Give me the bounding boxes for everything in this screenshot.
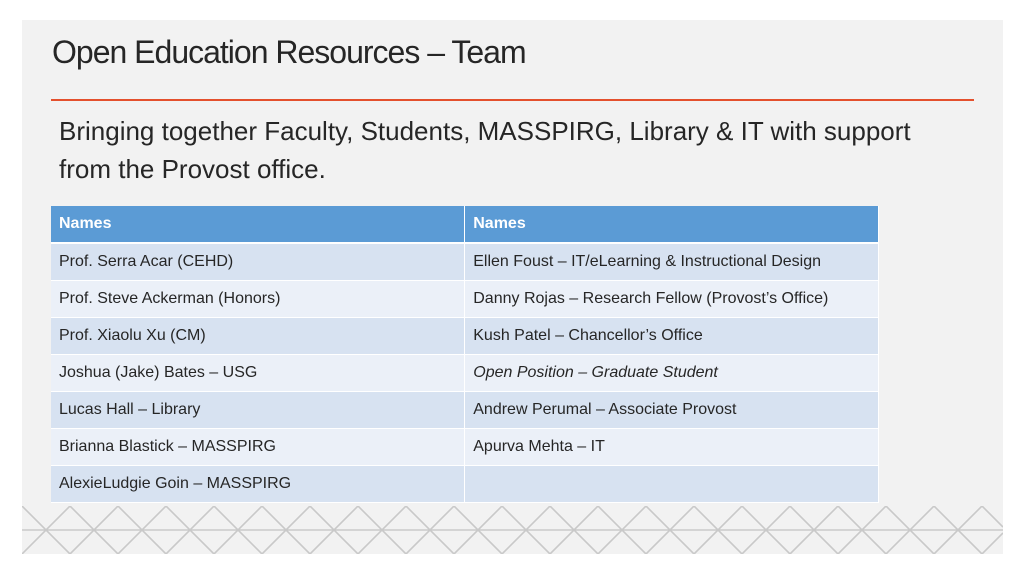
team-table [51,206,879,503]
table-cell: Prof. Steve Ackerman (Honors) [51,280,465,317]
table-cell: Ellen Foust – IT/eLearning & Instructional Design [465,243,879,280]
table-row [51,317,879,354]
table-cell: Brianna Blastick – MASSPIRG [51,428,465,465]
table-row [51,280,879,317]
table-row [51,243,879,280]
table-row [51,428,879,465]
table-row [51,391,879,428]
table-cell: Andrew Perumal – Associate Provost [465,391,879,428]
table-cell: Prof. Serra Acar (CEHD) [51,243,465,280]
title-divider [51,99,974,101]
table-cell: Kush Patel – Chancellor’s Office [465,317,879,354]
table-cell: Prof. Xiaolu Xu (CM) [51,317,465,354]
table-cell: Apurva Mehta – IT [465,428,879,465]
table-cell-open-position: Open Position – Graduate Student [465,354,879,391]
table-cell: AlexieLudgie Goin – MASSPIRG [51,465,465,502]
table-cell: Danny Rojas – Research Fellow (Provost’s Office) [465,280,879,317]
table-cell: Lucas Hall – Library [51,391,465,428]
slide-title: Open Education Resources – Team [52,34,526,70]
column-header-names-left: Names [51,206,465,243]
column-header-names-right: Names [465,206,879,243]
table-row [51,354,879,391]
table-cell-empty [465,465,879,502]
table-header-row [51,206,879,243]
table-row [51,465,879,502]
slide-subtitle: Bringing together Faculty, Students, MASSPIRG, Library & IT with support from the Provost office. [59,116,911,184]
table-cell: Joshua (Jake) Bates – USG [51,354,465,391]
perspective-grid-decoration [22,506,1003,554]
slide [22,20,1003,554]
